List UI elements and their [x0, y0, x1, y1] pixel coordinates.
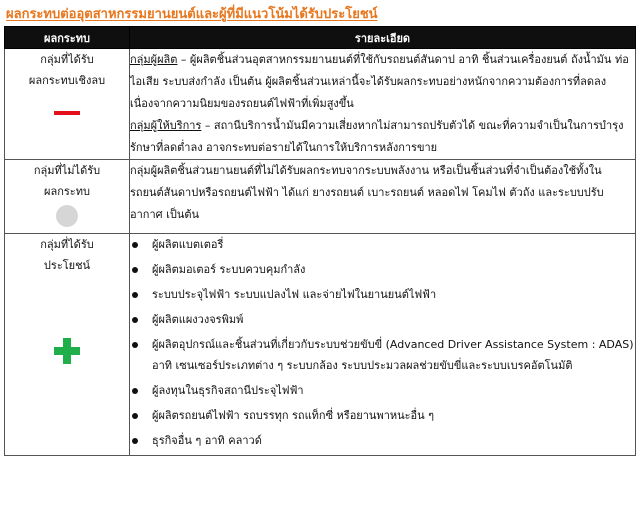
detail-paragraph-service: [130, 115, 635, 159]
group-label-line1: กลุ่มที่ได้รับ: [40, 53, 94, 66]
row-beneficiaries: [5, 234, 636, 456]
group-label-line1: กลุ่มที่ได้รับ: [40, 238, 94, 251]
row-negative-impact: [5, 49, 636, 160]
group-cell-beneficiaries: [5, 234, 130, 456]
circle-icon: [56, 205, 78, 227]
list-item: ผู้ผลิตมอเตอร์ ระบบควบคุมกำลัง: [130, 259, 635, 280]
impact-table: [4, 26, 636, 456]
table-header-row: [5, 27, 636, 49]
list-item: ผู้ผลิตแผงวงจรพิมพ์: [130, 309, 635, 330]
list-item: ธุรกิจอื่น ๆ อาทิ คลาวด์: [130, 430, 635, 451]
plus-icon: [54, 338, 80, 364]
group-label-line1: กลุ่มที่ไม่ได้รับ: [33, 164, 101, 177]
group-label-line2: ประโยชน์: [43, 259, 91, 272]
list-item: ผู้ลงทุนในธุรกิจสถานีประจุไฟฟ้า: [130, 380, 635, 401]
list-item: ระบบประจุไฟฟ้า ระบบแปลงไฟ และจ่ายไฟในยานยนต์ไฟฟ้า: [130, 284, 635, 305]
document-title: ผลกระทบต่ออุตสาหกรรมยานยนต์และผู้ที่มีแนวโน้มได้รับประโยชน์: [6, 7, 378, 22]
group-label-line2: ผลกระทบ: [44, 185, 90, 198]
row-unaffected: [5, 160, 636, 234]
list-item: ผู้ผลิตแบตเตอรี่: [130, 234, 635, 255]
minus-icon: [54, 111, 80, 115]
label-service-providers: กลุ่มผู้ให้บริการ: [130, 119, 202, 132]
group-label-line2: ผลกระทบเชิงลบ: [28, 74, 106, 87]
label-manufacturers: กลุ่มผู้ผลิต: [130, 53, 178, 66]
group-cell-unaffected: [5, 160, 130, 234]
header-impact: ผลกระทบ: [5, 27, 130, 49]
detail-paragraph-manufacturers: [130, 49, 635, 115]
text-manufacturers: – ผู้ผลิตชิ้นส่วนอุตสาหกรรมยานยนต์ที่ใช้กับรถยนต์สันดาป อาทิ ชิ้นส่วนเครื่องยนต์ ถังน้ำมัน ท่อไอเสีย ระบบส่งกำลัง เป็นต้น ผู้ผลิตชิ้นส่วนเหล่านี้จะได้รับผลกระทบอย่างหนักจากความต้องการที่ลดลง เนื่องจากความนิยมของรถยนต์ไฟฟ้าที่เพิ่มสูงขึ้น: [130, 53, 629, 110]
list-item: ผู้ผลิตอุปกรณ์และชิ้นส่วนที่เกี่ยวกับระบบช่วยขับขี่ (Advanced Driver Assistance System : ADAS) อาทิ เซนเซอร์ประเภทต่าง ๆ ระบบกล้อง ระบบประมวลผลช่วยขับขี่และระบบเบรคอัตโนมัติ: [130, 334, 635, 376]
group-cell-negative: [5, 49, 130, 160]
text-service-providers: – สถานีบริการน้ำมันมีความเสี่ยงหากไม่สามารถปรับตัวได้ ขณะที่ความจำเป็นในการบำรุงรักษาที่ลดต่ำลง อาจกระทบต่อรายได้ในการให้บริการหลังการขาย: [130, 119, 624, 154]
detail-cell-unaffected: กลุ่มผู้ผลิตชิ้นส่วนยานยนต์ที่ไม่ได้รับผลกระทบจากระบบพลังงาน หรือเป็นชิ้นส่วนที่จำเป็นต้องใช้ทั้งในรถยนต์สันดาปหรือรถยนต์ไฟฟ้า ได้แก่ ยางรถยนต์ เบาะรถยนต์ หลอดไฟ โคมไฟ ตัวถัง และระบบปรับอากาศ เป็นต้น: [130, 160, 636, 234]
detail-cell-negative: [130, 49, 636, 160]
beneficiary-list: [130, 234, 635, 451]
header-detail: รายละเอียด: [130, 27, 636, 49]
detail-cell-beneficiaries: [130, 234, 636, 456]
list-item: ผู้ผลิตรถยนต์ไฟฟ้า รถบรรทุก รถแท็กซี่ หรือยานพาหนะอื่น ๆ: [130, 405, 635, 426]
